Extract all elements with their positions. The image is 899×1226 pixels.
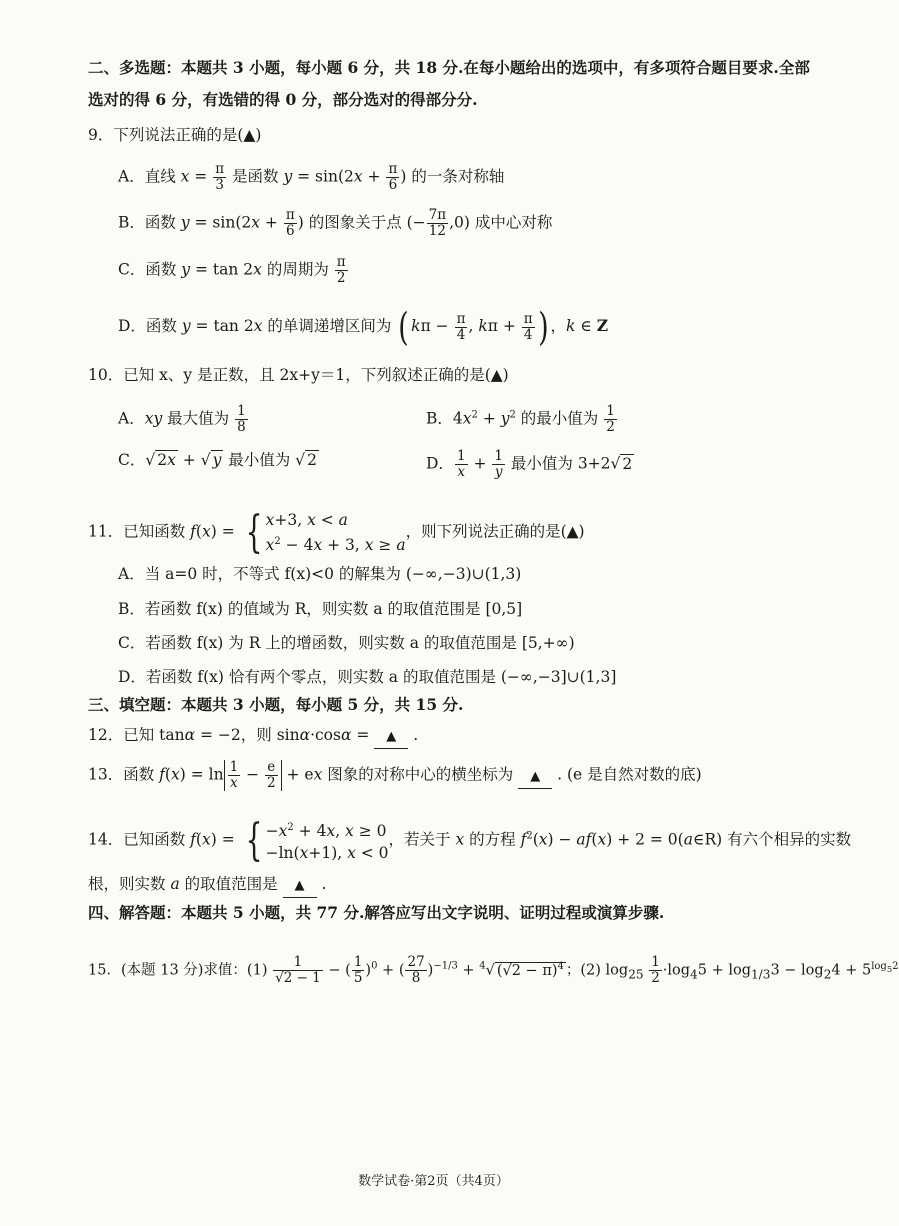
q12: 12．已知 tanα = −2，则 sinα·cosα = ▲ . [88,724,418,749]
q10-option-c: C．√ 2x + √ y 最小值为 √ 2 [118,451,317,469]
section-2-header-line2: 选对的得 6 分，有选错的得 0 分，部分选对的得部分分. [88,90,478,109]
q10-stem: 10．已知 x、y 是正数，且 2x+y＝1，下列叙述正确的是(▲) [88,366,509,384]
q11-stem: 11．已知函数 f(x) = { x+3, x < a $x^2 - 4x + 3$, x ≥ a ，则下列说法正确的是(▲) [88,506,585,558]
q11-option-c: C．若函数 f(x) 为 R 上的增函数，则实数 a 的取值范围是 [5,+∞) [118,634,575,652]
q11-option-b: B．若函数 f(x) 的值域为 R，则实数 a 的取值范围是 [0,5] [118,600,523,618]
q10-option-b: B．$4x^2 + y^2$ 的最小值为 $\frac{1}{2}$ [426,403,615,435]
section-3-header: 三、填空题：本题共 3 小题，每小题 5 分，共 15 分. [88,695,464,714]
q14-line1: 14．已知函数 f(x) = { $-x^2 + 4x$, x ≥ 0 −ln(x+1), x < 0 ，若关于 x 的方程 $f^2(x) - af(x) + 2$ = 0(a∈R) 有六个相异的实数 [88,814,852,866]
q9-stem: 9．下列说法正确的是(▲) [88,126,262,144]
q13: 13．函数 f(x) = ln $\frac{1}{x}$ − $\frac{e}{2}$ + ex 图象的对称中心的横坐标为 ▲ . (e 是自然对数的底) [88,759,702,791]
q9-option-c: C．函数 y = tan 2x 的周期为 $\frac{\pi}{2}$ [118,254,346,286]
section-2-header-line1: 二、多选题：本题共 3 小题，每小题 6 分，共 18 分.在每小题给出的选项中，有多项符合题目要求.全部 [88,58,810,77]
q11-option-d: D．若函数 f(x) 恰有两个零点，则实数 a 的取值范围是 (−∞,−3]∪(1,3] [118,668,617,686]
q9-option-a: A．直线 x = $\frac{\pi}{3}$ 是函数 y = sin(2x + $\frac{\pi}{6}$ ) 的一条对称轴 [118,161,505,193]
q15: 15．(本题 13 分)求值：(1) $\frac{1}{√2 - 1}$ − ( $\frac{1}{5}$ )$^0$ + ( $\frac{27}{8}$ )$^{-1/3}$ + $^4$√ $(√2 - \pi)^4$ ；(2) $\log_{25}$ $\frac{1}{2}$ $\cdot\log_45 + \log_{1/3}3 - \log_24 + 5^{log_52}$ [88,954,899,986]
q9-option-b: B．函数 y = sin(2x + $\frac{\pi}{6}$ ) 的图象关于点 (− $\frac{7\pi}{12}$ ,0) 成中心对称 [118,207,553,239]
q10-option-a: A．xy 最大值为 $\frac{1}{8}$ [118,403,246,435]
q10-option-d: D． $\frac{1}{x}$ + $\frac{1}{y}$ 最小值为 3+2√ 2 [426,448,633,480]
page-footer: 数学试卷·第2页（共4页） [358,1174,509,1189]
q9-option-d: D．函数 y = tan 2x 的单调递增区间为 ( kπ − $\frac{\pi}{4}$ , kπ + $\frac{\pi}{4}$ ) ，k ∈ Z [118,305,609,349]
section-4-header: 四、解答题：本题共 5 小题，共 77 分.解答应写出文字说明、证明过程或演算步骤. [88,903,665,922]
q14-line2: 根，则实数 a 的取值范围是 ▲ . [88,873,326,898]
q11-option-a: A．当 a=0 时，不等式 f(x)<0 的解集为 (−∞,−3)∪(1,3) [118,565,522,583]
